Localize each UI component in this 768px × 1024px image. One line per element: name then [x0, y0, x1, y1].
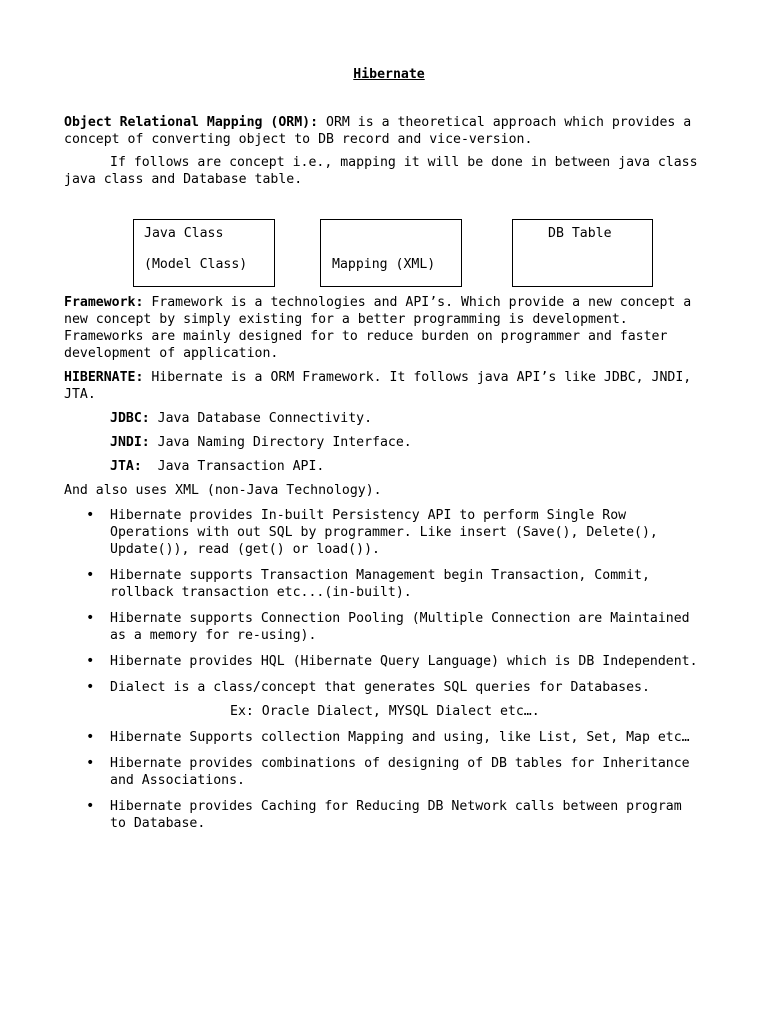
- list-item: [64, 653, 704, 670]
- dialect-example: Ex: Oracle Dialect, MYSQL Dialect etc….: [230, 704, 540, 719]
- db-table-box: [512, 219, 653, 287]
- framework-definition: Framework is a technologies and API’s. Which provide a new concept a new concept by simply existing for a better programming is development. Frameworks are mainly designed for to reduce burden on programmer and faster development of application.: [64, 295, 692, 361]
- list-item-text: Hibernate provides In-built Persistency API to perform Single Row Operations with out SQL by programmer. Like insert (Save(), Delete(), Update()), read (get() or load()).: [110, 508, 658, 557]
- model-class-label: (Model Class): [144, 257, 248, 272]
- bullet-icon: •: [86, 567, 95, 583]
- bullet-icon: •: [86, 679, 95, 695]
- bullet-icon: •: [86, 755, 95, 771]
- mapping-box: [320, 219, 462, 287]
- java-class-box: [133, 219, 275, 287]
- list-item: [64, 507, 704, 558]
- orm-paragraph: [64, 114, 704, 148]
- list-item-text: Hibernate provides HQL (Hibernate Query Language) which is DB Independent.: [110, 654, 698, 669]
- api-text: Java Database Connectivity.: [149, 411, 373, 426]
- orm-definition: ORM is a theoretical approach which provides a concept of converting object to DB record and vice-version.: [64, 115, 692, 147]
- bullet-icon: •: [86, 729, 95, 745]
- framework-paragraph: [64, 294, 704, 362]
- api-item-jdbc: [64, 410, 704, 427]
- bullet-icon: •: [86, 610, 95, 626]
- also-uses-line: And also uses XML (non-Java Technology).: [64, 483, 382, 498]
- framework-term: Framework:: [64, 295, 144, 310]
- list-item-text: Hibernate supports Transaction Management begin Transaction, Commit, rollback transaction etc...(in-built).: [110, 568, 650, 600]
- orm-follow-up: If follows are concept i.e., mapping it will be done in between java class java class and Database table.: [64, 155, 698, 187]
- list-item-text: Hibernate supports Connection Pooling (Multiple Connection are Maintained as a memory for re-using).: [110, 611, 690, 643]
- list-item: [64, 679, 704, 696]
- api-text: Java Naming Directory Interface.: [149, 435, 412, 450]
- bullet-icon: •: [86, 653, 95, 669]
- hibernate-paragraph: [64, 369, 704, 403]
- orm-term: Object Relational Mapping (ORM):: [64, 115, 319, 130]
- bullet-icon: •: [86, 507, 95, 523]
- hibernate-term: HIBERNATE:: [64, 370, 144, 385]
- list-item-text: Dialect is a class/concept that generates SQL queries for Databases.: [110, 680, 650, 695]
- hibernate-definition: Hibernate is a ORM Framework. It follows java API’s like JDBC, JNDI, JTA.: [64, 370, 692, 402]
- feature-list: [64, 507, 704, 696]
- api-term: JDBC:: [110, 411, 150, 426]
- list-item: [64, 729, 704, 746]
- java-class-label: Java Class: [144, 226, 224, 241]
- api-term: JTA:: [110, 459, 142, 474]
- list-item: [64, 798, 704, 832]
- api-term: JNDI:: [110, 435, 150, 450]
- feature-list-continued: [64, 729, 704, 832]
- page-title: Hibernate: [353, 67, 425, 82]
- list-item-text: Hibernate provides Caching for Reducing DB Network calls between program to Database.: [110, 799, 682, 831]
- bullet-icon: •: [86, 798, 95, 814]
- list-item-text: Hibernate provides combinations of designing of DB tables for Inheritance and Associations.: [110, 756, 690, 788]
- list-item-text: Hibernate Supports collection Mapping and using, like List, Set, Map etc…: [110, 730, 690, 745]
- api-item-jta: [64, 458, 704, 475]
- db-table-label: DB Table: [548, 226, 612, 241]
- api-item-jndi: [64, 434, 704, 451]
- mapping-label: Mapping (XML): [332, 257, 436, 272]
- list-item: [64, 567, 704, 601]
- api-text: Java Transaction API.: [141, 459, 325, 474]
- framework-section: [64, 294, 704, 832]
- list-item: [64, 610, 704, 644]
- list-item: [64, 755, 704, 789]
- orm-section: [64, 114, 704, 188]
